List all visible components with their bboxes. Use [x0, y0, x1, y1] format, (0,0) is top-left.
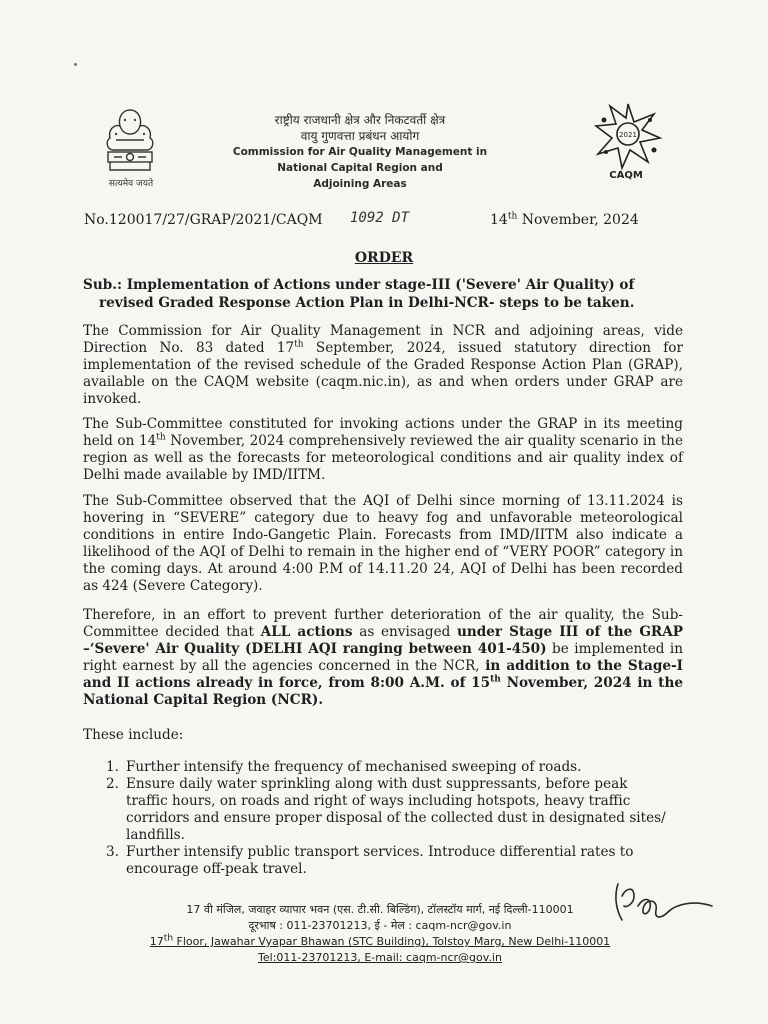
footer-address-rest: Floor, Jawahar Vyapar Bhawan (STC Building), Tolstoy Marg, New Delhi-110001 — [173, 935, 611, 948]
order-date-suffix: th — [507, 211, 518, 222]
list-item-text: Further intensify the frequency of mechanised sweeping of roads. — [126, 759, 582, 775]
footer-english-contact: Tel:011-23701213, E-mail: caqm-ncr@gov.in — [258, 951, 502, 964]
letterhead-hindi-line-1: राष्ट्रीय राजधानी क्षेत्र और निकटवर्ती क्षेत्र — [274, 113, 446, 127]
list-item-text: Ensure daily water sprinkling along with dust suppressants, before peak traffic hours, on roads and right of ways including hotspots, heavy traffic corridors and ensure proper disposal of the collected dust in designated sites/ landfills. — [126, 776, 666, 843]
letterhead-english-line-3: Adjoining Areas — [313, 178, 407, 190]
paragraph-4-text-c: as envisaged — [352, 624, 457, 640]
paragraph-4-sup: th — [490, 674, 501, 685]
reference-number: No.120017/27/GRAP/2021/CAQM — [84, 212, 323, 228]
order-title: ORDER — [354, 250, 414, 266]
actions-list — [106, 759, 666, 878]
order-date-rest: November, 2024 — [517, 212, 639, 228]
list-item-number: 1. — [106, 759, 119, 775]
list-item — [106, 759, 666, 776]
paragraph-4-bold-date: November, 2024 in the National Capital Region (NCR). — [83, 675, 683, 708]
paragraph-direction-83 — [83, 323, 683, 408]
handwritten-dispatch-number: 1092 DT — [350, 210, 410, 226]
footer-floor-suffix: th — [163, 933, 174, 944]
list-item — [106, 776, 666, 844]
paragraph-2-sup: th — [156, 432, 166, 443]
footer-hindi-address: 17 वी मंजिल, जवाहर व्यापार भवन (एस. टी.सी. बिल्डिंग), टॉलस्टॉय मार्ग, नई दिल्ली-110001 — [186, 903, 574, 916]
paragraph-decision — [83, 607, 683, 709]
paragraph-sub-committee-review — [83, 416, 683, 484]
scan-speck — [74, 63, 77, 66]
footer-address — [130, 902, 630, 966]
list-item-number: 3. — [106, 844, 119, 860]
national-emblem-icon — [92, 100, 168, 184]
footer-english-address — [130, 934, 630, 950]
footer-hindi-contact: दूरभाष : 011-23701213, ई - मेल : caqm-ncr@gov.in — [248, 919, 512, 932]
list-item-text: Further intensify public transport services. Introduce differential rates to encourage off-peak travel. — [126, 844, 634, 877]
paragraph-2-text-a: The Sub-Committee constituted for invoking actions under the GRAP in its meeting held on 14 — [83, 416, 683, 449]
paragraph-2-text-b: November, 2024 comprehensively reviewed the air quality scenario in the region as well as the forecasts for meteorological conditions and air quality index of Delhi made available by IMD/IITM. — [83, 433, 683, 483]
paragraph-1-sup: th — [294, 339, 304, 350]
paragraph-these-include: These include: — [83, 727, 184, 743]
paragraph-4-bold-stage-iii: under Stage III of the GRAP –‘Severe' Air Quality (DELHI AQI ranging between 401-450) — [83, 624, 683, 657]
paragraph-aqi-observation: The Sub-Committee observed that the AQI of Delhi since morning of 13.11.2024 is hovering in “SEVERE” category due to heavy fog and unfavorable meteorological conditions in entire Indo-Gangetic Plain. Forecasts from IMD/IITM also indicate a likelihood of the AQI of Delhi to remain in the higher end of “VERY POOR” category in the coming days. At around 4:00 P.M of 14.11.20 24, AQI of Delhi has been recorded as 424 (Severe Category). — [83, 493, 683, 594]
paragraph-4-text-a: Therefore, in an effort to prevent further deterioration of the air quality, the Sub-Committee decided that — [83, 607, 683, 640]
list-item — [106, 844, 666, 878]
footer-floor-number: 17 — [149, 935, 164, 948]
emblem-caption: सत्यमेव जयते — [108, 179, 154, 189]
caqm-logo-inner-text: 2021 — [619, 131, 637, 139]
subject-line-2: revised Graded Response Action Plan in Delhi-NCR- steps to be taken. — [99, 295, 635, 311]
list-item-number: 2. — [106, 776, 119, 792]
paragraph-4-bold-all-actions: ALL actions — [260, 624, 353, 640]
letterhead-english-line-2: National Capital Region and — [277, 162, 443, 174]
order-date-day: 14 — [490, 212, 508, 228]
order-date — [490, 212, 639, 228]
subject-line-1: Sub.: Implementation of Actions under stage-III ('Severe' Air Quality) of — [83, 277, 635, 293]
letterhead-hindi-line-2: वायु गुणवत्ता प्रबंधन आयोग — [300, 129, 420, 143]
paragraph-1-text-b: September, 2024, issued statutory direction for implementation of the revised schedule of the Graded Response Action Plan (GRAP), available on the CAQM website (caqm.nic.in), as and when orders under GRAP are invoked. — [83, 340, 683, 407]
caqm-logo-text: CAQM — [609, 170, 643, 181]
paragraph-1-text-a: The Commission for Air Quality Management in NCR and adjoining areas, vide Direction No. 83 dated 17 — [83, 323, 683, 356]
subject — [83, 276, 683, 312]
paragraph-4-bold-in-addition: in addition to the Stage-I and II actions already in force, from 8:00 A.M. of 15 — [83, 658, 683, 691]
letterhead-english-line-1: Commission for Air Quality Management in — [232, 146, 488, 158]
paragraph-4-text-e: be implemented in right earnest by all the agencies concerned in the NCR, — [83, 641, 683, 674]
letterhead — [200, 112, 520, 192]
caqm-logo-icon — [592, 100, 664, 172]
